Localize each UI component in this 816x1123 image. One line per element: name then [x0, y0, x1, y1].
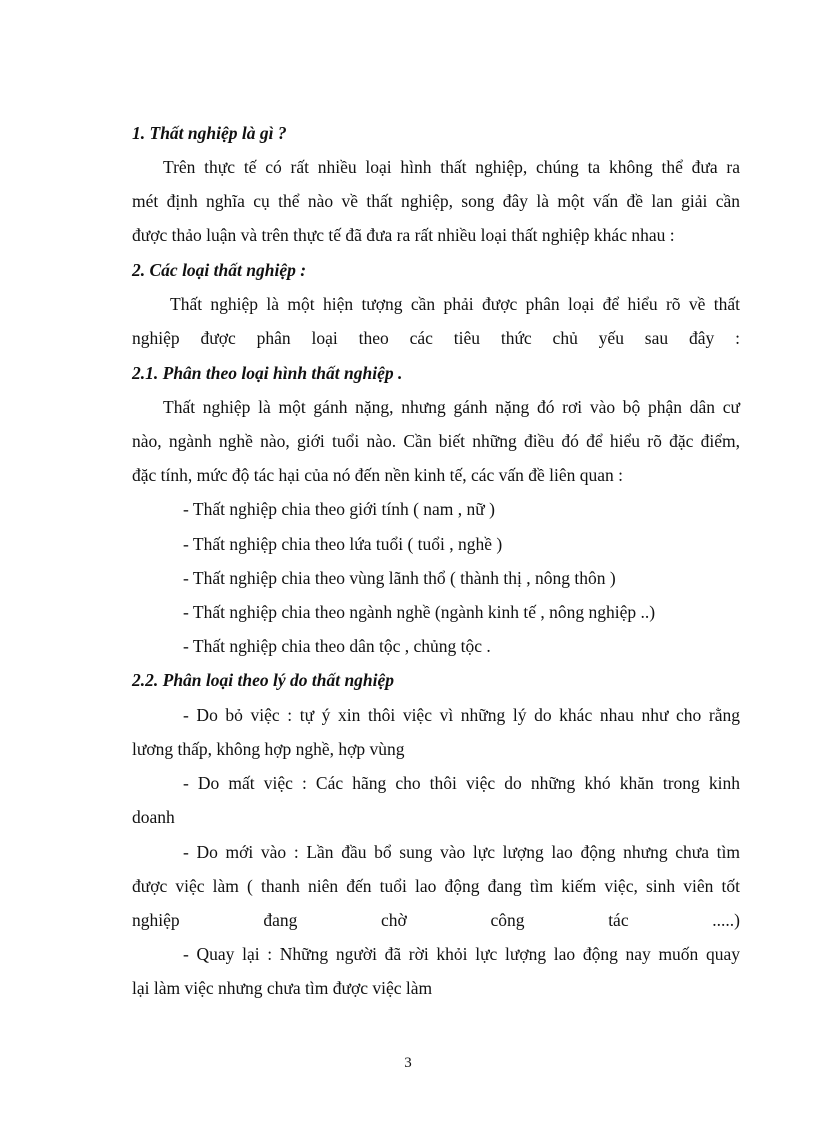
list-item: - Thất nghiệp chia theo vùng lãnh thổ ( thành thị , nông thôn ): [183, 568, 616, 588]
paragraph-line: lương thấp, không hợp nghề, hợp vùng: [132, 739, 405, 759]
heading-types-of-unemployment: 2. Các loại thất nghiệp :: [132, 260, 307, 280]
paragraph-line: nào, ngành nghề nào, giới tuổi nào. Cần biết những điều đó để hiểu rõ đặc điểm,: [132, 431, 740, 451]
paragraph-line: Trên thực tế có rất nhiều loại hình thất nghiệp, chúng ta không thể đưa ra: [163, 157, 740, 177]
heading-by-type: 2.1. Phân theo loại hình thất nghiệp .: [132, 363, 403, 383]
paragraph-line: đặc tính, mức độ tác hại của nó đến nền kinh tế, các vấn đề liên quan :: [132, 465, 624, 485]
paragraph-line: - Do bỏ việc : tự ý xin thôi việc vì những lý do khác nhau như cho rằng: [183, 705, 740, 725]
paragraph-line: mét định nghĩa cụ thể nào về thất nghiệp, song đây là một vấn đề lan giải cần: [132, 191, 740, 211]
paragraph-line: lại làm việc nhưng chưa tìm được việc làm: [132, 978, 433, 998]
heading-what-is-unemployment: 1. Thất nghiệp là gì ?: [132, 123, 287, 143]
list-item: - Thất nghiệp chia theo lứa tuổi ( tuổi , nghề ): [183, 534, 503, 554]
paragraph-line: - Do mất việc : Các hãng cho thôi việc do những khó khăn trong kinh: [183, 773, 740, 793]
paragraph-line: - Do mới vào : Lần đầu bổ sung vào lực lượng lao động nhưng chưa tìm: [183, 842, 740, 862]
paragraph-line: được việc làm ( thanh niên đến tuổi lao động đang tìm kiếm việc, sinh viên tốt: [132, 876, 740, 896]
paragraph-line: nghiệp đang chờ công tác .....): [132, 910, 740, 930]
heading-by-reason: 2.2. Phân loại theo lý do thất nghiệp: [132, 670, 395, 690]
paragraph-line: được thảo luận và trên thực tế đã đưa ra rất nhiều loại thất nghiệp khác nhau :: [132, 225, 675, 245]
paragraph-line: doanh: [132, 807, 175, 827]
list-item: - Thất nghiệp chia theo giới tính ( nam , nữ ): [183, 499, 495, 519]
paragraph-line: nghiệp được phân loại theo các tiêu thức chủ yếu sau đây :: [132, 328, 740, 348]
list-item: - Thất nghiệp chia theo ngành nghề (ngành kinh tế , nông nghiệp ..): [183, 602, 656, 622]
list-item: - Thất nghiệp chia theo dân tộc , chủng tộc .: [183, 636, 491, 656]
page-number: 3: [404, 1055, 412, 1071]
paragraph-line: - Quay lại : Những người đã rời khỏi lực lượng lao động nay muốn quay: [183, 944, 740, 964]
paragraph-line: Thất nghiệp là một hiện tượng cần phải được phân loại để hiểu rõ về thất: [170, 294, 740, 314]
paragraph-line: Thất nghiệp là một gánh nặng, nhưng gánh nặng đó rơi vào bộ phận dân cư: [163, 397, 740, 417]
